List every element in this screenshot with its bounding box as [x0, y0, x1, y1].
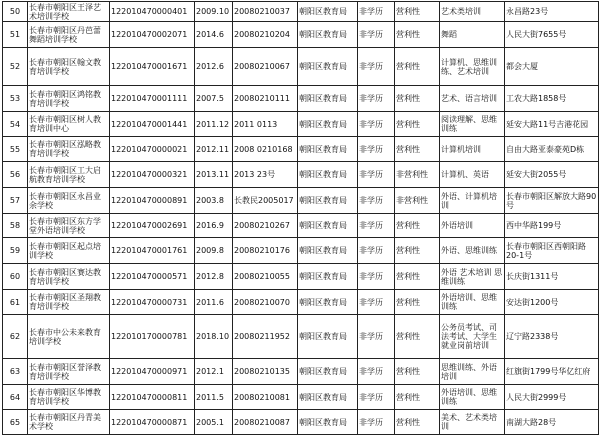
row-number-cell: 62 [3, 315, 28, 359]
approval-date-cell: 2011.6 [195, 290, 233, 315]
registration-code-cell: 122010470001761 [110, 238, 195, 264]
table-row [3, 112, 599, 137]
registration-code-cell: 122010470000571 [110, 264, 195, 290]
supervising-authority-cell: 朝阳区教育局 [298, 290, 358, 315]
registration-code-cell: 122010470000321 [110, 162, 195, 188]
approval-date-cell: 2016.9 [195, 214, 233, 238]
school-name-cell: 长春市朝阳区丹青美术学校 [28, 410, 110, 435]
registration-code-cell: 122010470000731 [110, 290, 195, 315]
approval-date-cell: 2012.8 [195, 264, 233, 290]
profit-status-cell: 营利性 [395, 264, 440, 290]
education-type-cell: 非学历 [358, 188, 395, 214]
profit-status-cell: 营利性 [395, 359, 440, 385]
education-type-cell: 非学历 [358, 137, 395, 162]
profit-status-cell: 营利性 [395, 22, 440, 48]
license-number-cell: 20080210267 [233, 214, 298, 238]
school-name-cell: 长春市朝阳区工大启航教育培训学校 [28, 162, 110, 188]
table-row [3, 2, 599, 22]
row-number-cell: 56 [3, 162, 28, 188]
registration-code-cell: 122010470002071 [110, 22, 195, 48]
profit-status-cell: 营利性 [395, 290, 440, 315]
approval-date-cell: 2011.12 [195, 112, 233, 137]
table-row [3, 137, 599, 162]
address-cell: 长庆街1311号 [505, 264, 599, 290]
license-number-cell: 20080210204 [233, 22, 298, 48]
training-scope-cell: 计算机、思维训练、艺术培训 [440, 48, 505, 86]
training-scope-cell: 外语培训、思维训练 [440, 290, 505, 315]
table-row [3, 359, 599, 385]
row-number-cell: 65 [3, 410, 28, 435]
approval-date-cell: 2013.11 [195, 162, 233, 188]
approval-date-cell: 2007.5 [195, 86, 233, 112]
table-row [3, 22, 599, 48]
education-type-cell: 非学历 [358, 315, 395, 359]
school-registry-table [2, 1, 599, 435]
registration-code-cell: 122010470000871 [110, 410, 195, 435]
registration-code-cell: 122010470000971 [110, 359, 195, 385]
training-scope-cell: 公务员考试、司法考试、大学生就业岗前培训 [440, 315, 505, 359]
training-scope-cell: 舞蹈 [440, 22, 505, 48]
school-name-cell: 长春市朝阳区华博教育培训学校 [28, 385, 110, 410]
registration-code-cell: 122010470002691 [110, 214, 195, 238]
education-type-cell: 非学历 [358, 48, 395, 86]
registration-code-cell: 122010470000811 [110, 385, 195, 410]
school-name-cell: 长春市朝阳区赛达教育培训学校 [28, 264, 110, 290]
school-name-cell: 长春市朝阳区泓略教育培训学校 [28, 137, 110, 162]
registration-code-cell: 122010470000021 [110, 137, 195, 162]
row-number-cell: 64 [3, 385, 28, 410]
profit-status-cell: 营利性 [395, 48, 440, 86]
supervising-authority-cell: 朝阳区教育局 [298, 162, 358, 188]
profit-status-cell: 营利性 [395, 2, 440, 22]
registration-code-cell: 122010470000401 [110, 2, 195, 22]
profit-status-cell: 营利性 [395, 385, 440, 410]
profit-status-cell: 营利性 [395, 315, 440, 359]
address-cell: 自由大路亚泰豪苑D栋 [505, 137, 599, 162]
approval-date-cell: 2005.1 [195, 410, 233, 435]
address-cell: 西中华路199号 [505, 214, 599, 238]
row-number-cell: 60 [3, 264, 28, 290]
registration-code-cell: 122010470001441 [110, 112, 195, 137]
school-name-cell: 长春市朝阳区东方学堂外语培训学校 [28, 214, 110, 238]
school-name-cell: 长春市朝阳区丹芭蕾舞蹈培训学校 [28, 22, 110, 48]
row-number-cell: 61 [3, 290, 28, 315]
education-type-cell: 非学历 [358, 162, 395, 188]
education-type-cell: 非学历 [358, 2, 395, 22]
profit-status-cell: 营利性 [395, 86, 440, 112]
profit-status-cell: 营利性 [395, 214, 440, 238]
education-type-cell: 非学历 [358, 22, 395, 48]
license-number-cell: 20080211952 [233, 315, 298, 359]
license-number-cell: 2008 0210168 [233, 137, 298, 162]
license-number-cell: 2011 0113 [233, 112, 298, 137]
row-number-cell: 54 [3, 112, 28, 137]
education-type-cell: 非学历 [358, 385, 395, 410]
license-number-cell: 20080210037 [233, 2, 298, 22]
license-number-cell: 20080210070 [233, 290, 298, 315]
row-number-cell: 63 [3, 359, 28, 385]
training-scope-cell: 阅读理解、思维训练 [440, 112, 505, 137]
address-cell: 长春市朝阳区西朝阳路20-1号 [505, 238, 599, 264]
supervising-authority-cell: 朝阳区教育局 [298, 385, 358, 410]
table-row [3, 410, 599, 435]
approval-date-cell: 2003.8 [195, 188, 233, 214]
approval-date-cell: 2012.6 [195, 48, 233, 86]
education-type-cell: 非学历 [358, 264, 395, 290]
address-cell: 延安大路11号吉港花园 [505, 112, 599, 137]
training-scope-cell: 外语培训 [440, 214, 505, 238]
license-number-cell: 20080210135 [233, 359, 298, 385]
supervising-authority-cell: 朝阳区教育局 [298, 188, 358, 214]
school-name-cell: 长春市中公未来教育培训学校 [28, 315, 110, 359]
row-number-cell: 55 [3, 137, 28, 162]
table-row [3, 290, 599, 315]
address-cell: 永昌路23号 [505, 2, 599, 22]
approval-date-cell: 2009.8 [195, 238, 233, 264]
supervising-authority-cell: 朝阳区教育局 [298, 410, 358, 435]
row-number-cell: 59 [3, 238, 28, 264]
table-row [3, 86, 599, 112]
table-row [3, 385, 599, 410]
training-scope-cell: 计算机培训 [440, 137, 505, 162]
profit-status-cell: 营利性 [395, 238, 440, 264]
school-name-cell: 长春市朝阳区永昌业余学校 [28, 188, 110, 214]
address-cell: 人民大街7655号 [505, 22, 599, 48]
registration-code-cell: 122010170000781 [110, 315, 195, 359]
table-row [3, 48, 599, 86]
education-type-cell: 非学历 [358, 359, 395, 385]
training-scope-cell: 外语、计算机培训 [440, 188, 505, 214]
table-row [3, 238, 599, 264]
table-row [3, 188, 599, 214]
school-name-cell: 长春市朝阳区翰文教育培训学校 [28, 48, 110, 86]
license-number-cell: 长教民2005017 [233, 188, 298, 214]
school-name-cell: 长春市朝阳区树人教育培训中心 [28, 112, 110, 137]
row-number-cell: 58 [3, 214, 28, 238]
training-scope-cell: 计算机、英语 [440, 162, 505, 188]
profit-status-cell: 营利性 [395, 137, 440, 162]
table-row [3, 315, 599, 359]
training-scope-cell: 艺术、语言培训 [440, 86, 505, 112]
license-number-cell: 20080210176 [233, 238, 298, 264]
license-number-cell: 20080210087 [233, 410, 298, 435]
registration-code-cell: 122010470001111 [110, 86, 195, 112]
profit-status-cell: 非营利性 [395, 162, 440, 188]
supervising-authority-cell: 朝阳区教育局 [298, 359, 358, 385]
row-number-cell: 50 [3, 2, 28, 22]
supervising-authority-cell: 朝阳区教育局 [298, 112, 358, 137]
supervising-authority-cell: 朝阳区教育局 [298, 48, 358, 86]
address-cell: 安达街1200号 [505, 290, 599, 315]
education-type-cell: 非学历 [358, 86, 395, 112]
address-cell: 长春市朝阳区解放大路90号 [505, 188, 599, 214]
education-type-cell: 非学历 [358, 290, 395, 315]
approval-date-cell: 2018.10 [195, 315, 233, 359]
school-name-cell: 长春市朝阳区圣翔教育培训学校 [28, 290, 110, 315]
row-number-cell: 57 [3, 188, 28, 214]
address-cell: 红旗街1799号华亿红府 [505, 359, 599, 385]
registration-code-cell: 122010470000891 [110, 188, 195, 214]
training-scope-cell: 美术、艺术类培训 [440, 410, 505, 435]
training-scope-cell: 外语培训、思维训练 [440, 385, 505, 410]
row-number-cell: 53 [3, 86, 28, 112]
training-scope-cell: 外语、思维训练 [440, 238, 505, 264]
education-type-cell: 非学历 [358, 238, 395, 264]
supervising-authority-cell: 朝阳区教育局 [298, 86, 358, 112]
approval-date-cell: 2012.1 [195, 359, 233, 385]
supervising-authority-cell: 朝阳区教育局 [298, 2, 358, 22]
school-name-cell: 长春市朝阳区起点培训学校 [28, 238, 110, 264]
address-cell: 人民大街2999号 [505, 385, 599, 410]
row-number-cell: 52 [3, 48, 28, 86]
license-number-cell: 20080210055 [233, 264, 298, 290]
address-cell: 工农大路1858号 [505, 86, 599, 112]
address-cell: 辽宁路2338号 [505, 315, 599, 359]
training-scope-cell: 思维训练、外语培训 [440, 359, 505, 385]
approval-date-cell: 2011.5 [195, 385, 233, 410]
supervising-authority-cell: 朝阳区教育局 [298, 238, 358, 264]
profit-status-cell: 非营利性 [395, 188, 440, 214]
school-name-cell: 长春市朝阳区王泽艺术培训学校 [28, 2, 110, 22]
supervising-authority-cell: 朝阳区教育局 [298, 137, 358, 162]
supervising-authority-cell: 朝阳区教育局 [298, 214, 358, 238]
approval-date-cell: 2014.6 [195, 22, 233, 48]
profit-status-cell: 营利性 [395, 410, 440, 435]
license-number-cell: 20080210081 [233, 385, 298, 410]
education-type-cell: 非学历 [358, 410, 395, 435]
education-type-cell: 非学历 [358, 112, 395, 137]
address-cell: 南湖大路28号 [505, 410, 599, 435]
supervising-authority-cell: 朝阳区教育局 [298, 22, 358, 48]
approval-date-cell: 2009.10 [195, 2, 233, 22]
registration-code-cell: 122010470001671 [110, 48, 195, 86]
profit-status-cell: 营利性 [395, 112, 440, 137]
education-type-cell: 非学历 [358, 214, 395, 238]
school-name-cell: 长春市朝阳区誉泽教育培训学校 [28, 359, 110, 385]
license-number-cell: 2013 23号 [233, 162, 298, 188]
address-cell: 延安大街2055号 [505, 162, 599, 188]
address-cell: 都会大厦 [505, 48, 599, 86]
approval-date-cell: 2012.11 [195, 137, 233, 162]
table-row [3, 214, 599, 238]
training-scope-cell: 外语 艺术培训 思维训练 [440, 264, 505, 290]
table-row [3, 264, 599, 290]
license-number-cell: 20080210111 [233, 86, 298, 112]
supervising-authority-cell: 朝阳区教育局 [298, 264, 358, 290]
table-row [3, 162, 599, 188]
training-scope-cell: 艺术类培训 [440, 2, 505, 22]
supervising-authority-cell: 朝阳区教育局 [298, 315, 358, 359]
license-number-cell: 20080210067 [233, 48, 298, 86]
school-name-cell: 长春市朝阳区鸿铭教育培训学校 [28, 86, 110, 112]
row-number-cell: 51 [3, 22, 28, 48]
